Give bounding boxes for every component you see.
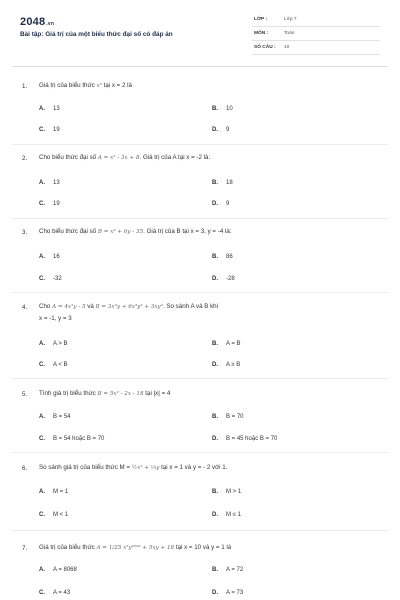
meta-count-label: SỐ CÂU : bbox=[254, 45, 276, 50]
option-text: B = 54 bbox=[53, 414, 71, 420]
option-text: -32 bbox=[53, 276, 62, 282]
question-divider bbox=[12, 530, 388, 531]
option-label: D. bbox=[212, 590, 218, 596]
question-pre: Cho bbox=[39, 303, 51, 310]
meta-subject bbox=[252, 27, 380, 41]
option-text: M > 1 bbox=[226, 489, 242, 495]
question-text bbox=[39, 226, 380, 238]
question-expr: x³ bbox=[96, 83, 102, 89]
option-text: M ≤ 1 bbox=[226, 512, 241, 518]
question-number: 7. bbox=[22, 545, 28, 552]
option-text: 13 bbox=[53, 106, 60, 112]
question-text bbox=[39, 152, 380, 164]
option-label: C. bbox=[39, 201, 45, 207]
question-post: tại |x| = 4 bbox=[145, 390, 171, 397]
question-line-2: x = -1, y = 3 bbox=[39, 315, 72, 322]
option-text: 19 bbox=[53, 127, 60, 133]
question-pre: Cho biểu thức đại số bbox=[39, 228, 97, 235]
question-number: 4. bbox=[22, 304, 28, 311]
question-number: 5. bbox=[22, 391, 28, 398]
question-expr: B = 5x² - 2x - 18 bbox=[97, 391, 144, 397]
question-expr: A = x² - 3x + 8 bbox=[97, 155, 140, 161]
option-label: D. bbox=[212, 436, 218, 442]
option-label: B. bbox=[212, 180, 218, 186]
question-mid: và bbox=[87, 303, 94, 310]
option-text: A > B bbox=[53, 341, 68, 347]
option-label: C. bbox=[39, 276, 45, 282]
question-text bbox=[39, 388, 380, 400]
question-number: 6. bbox=[22, 465, 28, 472]
question-divider bbox=[12, 144, 388, 145]
option-label: C. bbox=[39, 362, 45, 368]
option-text: A = 43 bbox=[53, 590, 71, 596]
option-text: 9 bbox=[226, 201, 230, 207]
meta-class-label: LỚP : bbox=[254, 17, 268, 22]
question-number: 1. bbox=[22, 83, 28, 90]
page-title: Bài tập: Giá trị của một biểu thức đại số có đáp án bbox=[20, 31, 173, 38]
option-label: C. bbox=[39, 127, 45, 133]
question-divider bbox=[12, 378, 388, 379]
question-expr: A = 1/25 x²y²⁰⁰⁰ + 5xy + 18 bbox=[96, 545, 175, 551]
meta-class bbox=[252, 13, 380, 27]
header-divider bbox=[12, 66, 388, 67]
option-text: A = 72 bbox=[226, 567, 244, 573]
question-post: tại x = 1 và y = - 2 với 1. bbox=[161, 464, 228, 471]
meta-subject-value: Toán bbox=[284, 31, 295, 36]
question-text bbox=[39, 301, 380, 325]
meta-class-value: Lớp 7 bbox=[284, 17, 297, 22]
option-text: 10 bbox=[226, 106, 233, 112]
logo-suffix: .vn bbox=[46, 21, 55, 27]
option-text: B = 45 hoặc B = 70 bbox=[226, 436, 278, 442]
option-label: B. bbox=[212, 414, 218, 420]
option-text: 13 bbox=[53, 180, 60, 186]
meta-count-value: 10 bbox=[284, 45, 290, 50]
meta-subject-label: MÔN : bbox=[254, 31, 269, 36]
question-number: 2. bbox=[22, 155, 28, 162]
option-label: A. bbox=[39, 567, 45, 573]
question-pre: Tính giá trị biểu thức bbox=[39, 390, 96, 397]
option-text: 86 bbox=[226, 254, 233, 260]
option-text: A ≥ B bbox=[226, 362, 241, 368]
option-label: B. bbox=[212, 567, 218, 573]
option-text: 16 bbox=[53, 254, 60, 260]
option-text: A = 73 bbox=[226, 590, 244, 596]
logo-text: 2048 bbox=[20, 16, 46, 28]
question-post: . Giá trị của A tại x = -2 là: bbox=[139, 154, 211, 161]
option-label: A. bbox=[39, 341, 45, 347]
option-label: C. bbox=[39, 436, 45, 442]
question-text bbox=[39, 80, 380, 92]
question-pre: Giá trị của biểu thức bbox=[39, 82, 95, 89]
option-text: B = 70 bbox=[226, 414, 244, 420]
question-divider bbox=[12, 218, 388, 219]
option-label: A. bbox=[39, 106, 45, 112]
worksheet-header bbox=[0, 0, 400, 62]
option-label: B. bbox=[212, 341, 218, 347]
question-pre: So sánh giá trị của biểu thức M = bbox=[39, 464, 130, 471]
option-label: D. bbox=[212, 127, 218, 133]
question-expr: ½x² + ⅓y bbox=[131, 465, 160, 471]
option-label: A. bbox=[39, 489, 45, 495]
option-text: B = 54 hoặc B = 70 bbox=[53, 436, 105, 442]
option-text: 18 bbox=[226, 180, 233, 186]
option-text: A = B bbox=[226, 341, 241, 347]
option-label: B. bbox=[212, 489, 218, 495]
option-text: 19 bbox=[53, 201, 60, 207]
option-label: B. bbox=[212, 254, 218, 260]
question-number: 3. bbox=[22, 229, 28, 236]
question-text bbox=[39, 542, 380, 554]
option-label: B. bbox=[212, 106, 218, 112]
option-label: A. bbox=[39, 180, 45, 186]
option-text: A < B bbox=[53, 362, 68, 368]
option-label: D. bbox=[212, 512, 218, 518]
question-pre: Giá trị của biểu thức bbox=[39, 544, 95, 551]
option-label: A. bbox=[39, 254, 45, 260]
question-post: . So sánh A và B khi bbox=[162, 303, 218, 310]
question-post: tại x = 10 và y = 1 là bbox=[175, 544, 232, 551]
question-expr-2: B = 3x²y + 6x²y² + 3xy² bbox=[95, 304, 163, 310]
option-text: M < 1 bbox=[53, 512, 69, 518]
option-label: C. bbox=[39, 590, 45, 596]
option-label: C. bbox=[39, 512, 45, 518]
option-label: D. bbox=[212, 201, 218, 207]
option-label: A. bbox=[39, 414, 45, 420]
option-text: 9 bbox=[226, 127, 230, 133]
option-text: -28 bbox=[226, 276, 235, 282]
question-expr: A = 4x²y - 5 bbox=[52, 304, 86, 310]
option-text: A = 8068 bbox=[53, 567, 77, 573]
question-expr: B = x³ + 6y - 35 bbox=[97, 229, 144, 235]
option-text: M = 1 bbox=[53, 489, 69, 495]
question-text bbox=[39, 462, 380, 474]
question-pre: Cho biểu thức đại số bbox=[39, 154, 97, 161]
question-divider bbox=[12, 292, 388, 293]
meta-count bbox=[252, 41, 380, 55]
question-post: . Giá trị của B tại x = 3, y = -4 là: bbox=[143, 228, 232, 235]
question-divider bbox=[12, 452, 388, 453]
option-label: D. bbox=[212, 276, 218, 282]
site-logo[interactable] bbox=[20, 16, 54, 28]
option-label: D. bbox=[212, 362, 218, 368]
question-post: tại x = 2 là bbox=[103, 82, 132, 89]
